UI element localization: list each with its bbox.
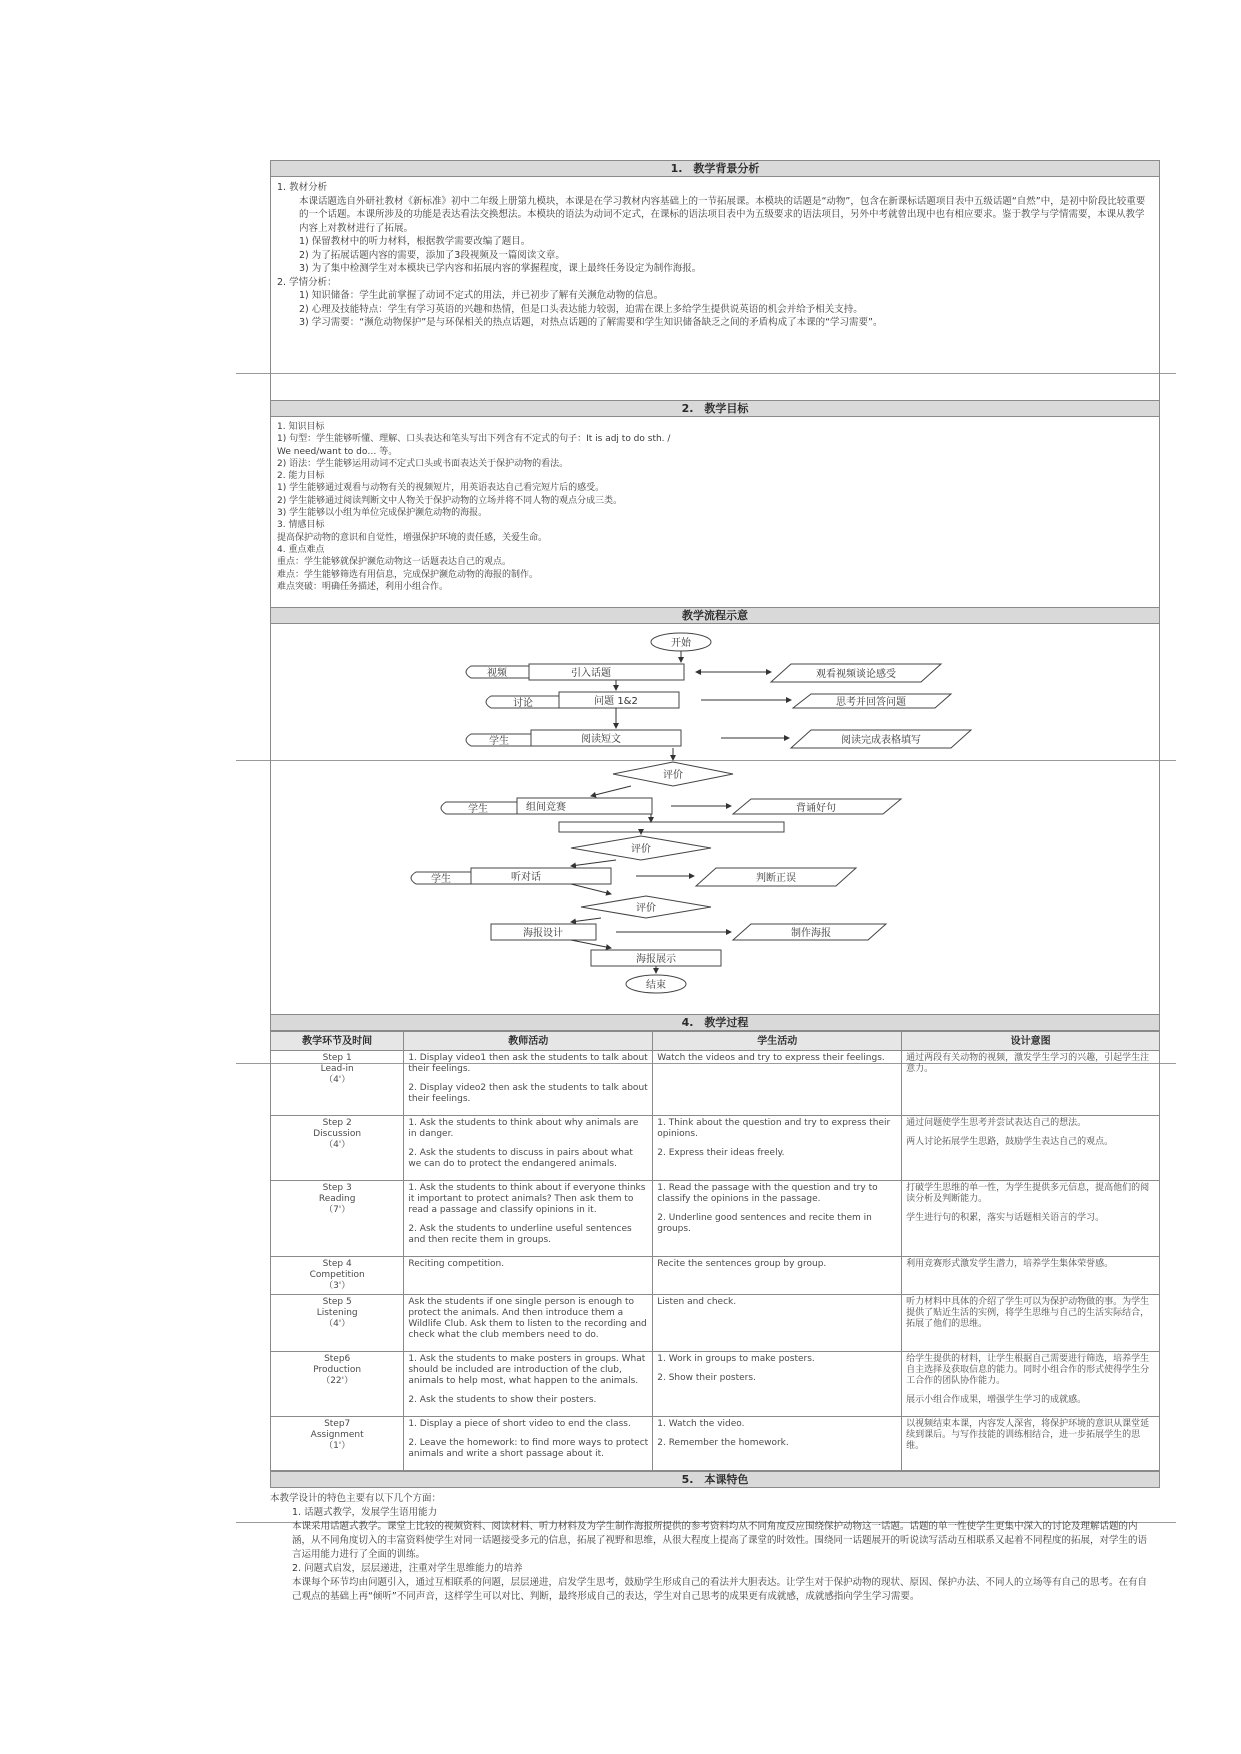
student-text: 2. Show their posters. bbox=[657, 1373, 756, 1383]
table-row bbox=[271, 1116, 1160, 1181]
student-text: Watch the videos and try to express their feelings. bbox=[657, 1053, 885, 1063]
goal-item: We need/want to do… 等。 bbox=[277, 446, 398, 457]
intent-text: 打破学生思维的单一性，为学生提供多元信息，提高他们的阅读分析及判断能力。 bbox=[906, 1183, 1150, 1204]
teacher-text: 1. Ask the students to make posters in groups. What should be included are introduction of the club, animals to help most, what happen to the animals. bbox=[408, 1354, 646, 1386]
flowchart bbox=[270, 624, 1160, 1014]
list-item: 3) 为了集中检测学生对本模块已学内容和拓展内容的掌握程度，课上最终任务设定为制作海报。 bbox=[299, 263, 702, 274]
student-cell bbox=[653, 1295, 902, 1352]
intent-text: 通过两段有关动物的视频，激发学生学习的兴趣，引起学生注意力。 bbox=[906, 1053, 1150, 1074]
teacher-text: 2. Leave the homework: to find more ways to protect animals and write a short passage about it. bbox=[408, 1438, 649, 1459]
intent-cell bbox=[902, 1051, 1160, 1116]
flowchart-svg bbox=[271, 624, 1159, 1014]
flow-recite-label: 组间竞赛 bbox=[526, 802, 566, 813]
goal-item: 提高保护动物的意识和自觉性，增强保护环境的责任感，关爱生命。 bbox=[277, 532, 548, 543]
table-row bbox=[271, 1257, 1160, 1295]
teaching-goals bbox=[270, 417, 1160, 607]
teacher-text: 1. Display video1 then ask the students to talk about their feelings. bbox=[408, 1053, 648, 1074]
flow-start-label: 开始 bbox=[671, 638, 691, 649]
intent-text: 听力材料中具体的介绍了学生可以为保护动物做的事。为学生提供了贴近生活的实例，将学生思维与自己的生活实际结合，拓展了他们的思维。 bbox=[906, 1297, 1150, 1329]
table-header: 学生活动 bbox=[653, 1032, 902, 1051]
table-row bbox=[271, 1181, 1160, 1257]
flow-lead-label: 引入话题 bbox=[571, 668, 611, 679]
section-heading-flowchart: 教学流程示意 bbox=[270, 607, 1160, 624]
goal-item: 重点：学生能够就保护濒危动物这一话题表达自己的观点。 bbox=[277, 557, 512, 568]
student-text: 2. Remember the homework. bbox=[657, 1438, 789, 1448]
student-text: 2. Underline good sentences and recite them in groups. bbox=[657, 1213, 872, 1234]
teacher-cell bbox=[404, 1352, 653, 1417]
teacher-text: Ask the students if one single person is enough to protect the animals. And then introduce them a Wildlife Club. Ask them to listen to the recording and check what the club members need to do. bbox=[408, 1297, 647, 1340]
goal-item: 1) 学生能够通过观看与动物有关的视频短片，用英语表达自己看完短片后的感受。 bbox=[277, 483, 605, 494]
paragraph: 本课话题选自外研社教材《新标准》初中二年级上册第九模块，本课是在学习教材内容基础上的一节拓展课。本模块的话题是“动物”，包含在新课标话题项目表中五级话题“自然”中，是初中阶段比较重要的一个话题。本课所涉及的功能是表达看法交换想法。本模块的语法为动词不定式，在课标的语法项目表中为五级要求的语法项目，另外中考就曾出现中也有相应要求。鉴于教学与学情需要，本课从教学内容上对教材进行了拓展。 bbox=[299, 195, 1146, 234]
table-row bbox=[271, 1417, 1160, 1471]
intent-cell bbox=[902, 1295, 1160, 1352]
teacher-text: 1. Ask the students to think about if everyone thinks it important to protect animals? Then ask them to read a passage and classify opinions in it. bbox=[408, 1183, 646, 1215]
list-item: 1) 知识储备：学生此前掌握了动词不定式的用法，并已初步了解有关濒危动物的信息。 bbox=[299, 290, 664, 301]
table-row bbox=[271, 1051, 1160, 1116]
student-text: 1. Watch the video. bbox=[657, 1419, 745, 1429]
intent-cell bbox=[902, 1181, 1160, 1257]
flow-end-label: 结束 bbox=[646, 980, 666, 991]
intent-text: 学生进行句的积累，落实与话题相关语言的学习。 bbox=[906, 1213, 1105, 1223]
background-analysis bbox=[270, 177, 1160, 400]
teacher-cell bbox=[404, 1116, 653, 1181]
flow-student-label: 学生 bbox=[489, 736, 509, 747]
teacher-cell bbox=[404, 1257, 653, 1295]
list-item: 3) 学习需要：“濒危动物保护”是与环保相关的热点话题，对热点话题的了解需要和学生知识储备缺乏之间的矛盾构成了本课的“学习需要”。 bbox=[299, 317, 883, 328]
section-heading-background: 1. 教学背景分析 bbox=[270, 160, 1160, 177]
flow-show-label: 海报展示 bbox=[636, 954, 676, 965]
flow-listen-label: 听对话 bbox=[511, 872, 541, 883]
intent-cell bbox=[902, 1352, 1160, 1417]
step-cell: Step7 Assignment （1'） bbox=[271, 1417, 404, 1471]
flow-classify-label: 阅读完成表格填写 bbox=[841, 735, 921, 746]
teacher-text: 1. Ask the students to think about why animals are in danger. bbox=[408, 1118, 639, 1139]
heading-students: 2. 学情分析： bbox=[277, 276, 337, 288]
table-header-row bbox=[271, 1032, 1160, 1051]
section-heading-goals: 2. 教学目标 bbox=[270, 400, 1160, 417]
goal-heading: 1. 知识目标 bbox=[277, 422, 325, 432]
flow-listen-node bbox=[471, 868, 611, 884]
heading-textbook: 1. 教材分析 bbox=[277, 182, 328, 193]
flow-watch-label: 观看视频谈论感受 bbox=[816, 669, 896, 680]
goal-item: 1) 句型：学生能够听懂、理解、口头表达和笔头写出下列含有不定式的句子：It is adj to do sth. / bbox=[277, 434, 671, 445]
lesson-plan-document bbox=[270, 160, 1160, 1608]
flow-good-label: 背诵好句 bbox=[796, 803, 836, 814]
student-text: 1. Think about the question and try to express their opinions. bbox=[657, 1118, 891, 1139]
goal-heading: 3. 情感目标 bbox=[277, 520, 325, 531]
teacher-text: 2. Ask the students to underline useful sentences and then recite them in groups. bbox=[408, 1224, 632, 1245]
student-text: Listen and check. bbox=[657, 1297, 737, 1307]
intent-cell bbox=[902, 1116, 1160, 1181]
student-text: 1. Read the passage with the question and try to classify the opinions in the passage. bbox=[657, 1183, 878, 1204]
paragraph: 本教学设计的特色主要有以下几个方面： bbox=[270, 1493, 442, 1504]
teacher-text: 1. Display a piece of short video to end the class. bbox=[408, 1419, 631, 1429]
step-cell: Step 4 Competition （3'） bbox=[271, 1257, 404, 1295]
list-item: 1) 保留教材中的听力材料，根据教学需要改编了题目。 bbox=[299, 236, 531, 247]
goal-item: 2) 学生能够通过阅读判断文中人物关于保护动物的立场并将不同人物的观点分成三类。 bbox=[277, 495, 623, 506]
flow-student2-label: 学生 bbox=[468, 804, 488, 815]
intent-text: 展示小组合作成果，增强学生学习的成就感。 bbox=[906, 1395, 1087, 1405]
flow-student3-label: 学生 bbox=[431, 874, 451, 885]
step-cell: Step 2 Discussion （4'） bbox=[271, 1116, 404, 1181]
feature-heading: 2. 问题式启发，层层递进，注重对学生思维能力的培养 bbox=[292, 1563, 523, 1574]
student-text: Recite the sentences group by group. bbox=[657, 1259, 827, 1269]
intent-text: 给学生提供的材料，让学生根据自己需要进行筛选，培养学生自主选择及获取信息的能力。同时小组合作的形式使得学生分工合作的团队协作能力。 bbox=[906, 1354, 1150, 1386]
intent-cell bbox=[902, 1257, 1160, 1295]
table-row bbox=[271, 1352, 1160, 1417]
intent-cell bbox=[902, 1417, 1160, 1471]
flow-video-label: 视频 bbox=[487, 668, 507, 679]
student-text: 2. Express their ideas freely. bbox=[657, 1148, 785, 1158]
feature-heading: 1. 话题式教学，发展学生语用能力 bbox=[292, 1507, 438, 1518]
step-cell: Step 5 Listening （4'） bbox=[271, 1295, 404, 1352]
flow-poster-label: 海报设计 bbox=[523, 928, 563, 939]
flow-review-label: 评价 bbox=[663, 770, 683, 781]
teacher-text: 2. Display video2 then ask the students to talk about their feelings. bbox=[408, 1083, 648, 1104]
student-cell bbox=[653, 1051, 902, 1116]
teacher-text: 2. Ask the students to show their posters. bbox=[408, 1395, 597, 1405]
flow-review3-label: 评价 bbox=[636, 903, 656, 914]
table-header: 设计意图 bbox=[902, 1032, 1160, 1051]
goal-heading: 2. 能力目标 bbox=[277, 471, 325, 482]
table-header: 教师活动 bbox=[404, 1032, 653, 1051]
student-cell bbox=[653, 1181, 902, 1257]
list-item: 2) 心理及技能特点：学生有学习英语的兴趣和热情，但是口头表达能力较弱，迫需在课上多给学生提供说英语的机会并给予相关支持。 bbox=[299, 303, 863, 315]
intent-text: 通过问题使学生思考并尝试表达自己的想法。 bbox=[906, 1118, 1087, 1128]
goal-item: 难点：学生能够筛选有用信息，完成保护濒危动物的海报的制作。 bbox=[277, 569, 539, 580]
table-row bbox=[271, 1295, 1160, 1352]
flow-connector-box bbox=[559, 822, 784, 832]
student-cell bbox=[653, 1257, 902, 1295]
teacher-cell bbox=[404, 1295, 653, 1352]
flow-reading-label: 阅读短文 bbox=[581, 734, 621, 745]
teacher-cell bbox=[404, 1051, 653, 1116]
intent-text: 以视频结束本课，内容发人深省，将保护环境的意识从课堂延续到课后。与写作技能的训练相结合，进一步拓展学生的思维。 bbox=[906, 1419, 1150, 1451]
student-text: 1. Work in groups to make posters. bbox=[657, 1354, 815, 1364]
section-heading-process: 4. 教学过程 bbox=[270, 1014, 1160, 1031]
flow-judge-label: 判断正误 bbox=[756, 873, 796, 884]
goal-item: 3) 学生能够以小组为单位完成保护濒危动物的海报。 bbox=[277, 508, 488, 519]
section-heading-features: 5. 本课特色 bbox=[270, 1471, 1160, 1488]
student-cell bbox=[653, 1116, 902, 1181]
student-cell bbox=[653, 1352, 902, 1417]
goal-heading: 4. 重点难点 bbox=[277, 544, 325, 555]
goal-item: 难点突破：明确任务描述，利用小组合作。 bbox=[277, 581, 449, 592]
teacher-cell bbox=[404, 1417, 653, 1471]
flow-q-label: 讨论 bbox=[513, 698, 533, 709]
goal-item: 2) 语法：学生能够运用动词不定式口头或书面表达关于保护动物的看法。 bbox=[277, 458, 569, 469]
paragraph: 本课采用话题式教学。课堂上比较的视频资料、阅读材料、听力材料及为学生制作海报所提供的参考资料均从不同角度反应围绕保护动物这一话题。话题的单一性使学生更集中深入的讨论及理解话题的内涵，从不同角度切入的丰富资料使学生对同一话题接受多元的信息，拓展了视野和思维，从很大程度上提高了课堂的时效性。围绕同一话题展开的听说读写活动互相联系又起着不同程度的拓展，对学生的语言运用能力进行了全面的训练。 bbox=[292, 1521, 1148, 1560]
step-cell: Step6 Production （22'） bbox=[271, 1352, 404, 1417]
flow-review2-label: 评价 bbox=[631, 844, 651, 855]
lesson-features bbox=[270, 1488, 1160, 1608]
step-cell: Step 3 Reading （7'） bbox=[271, 1181, 404, 1257]
student-cell bbox=[653, 1417, 902, 1471]
intent-text: 利用竞赛形式激发学生潜力，培养学生集体荣誉感。 bbox=[906, 1259, 1114, 1269]
flow-make-label: 制作海报 bbox=[791, 928, 831, 939]
teacher-text: Reciting competition. bbox=[408, 1259, 505, 1269]
step-cell: Step 1 Lead-in （4'） bbox=[271, 1051, 404, 1116]
teacher-cell bbox=[404, 1181, 653, 1257]
intent-text: 两人讨论拓展学生思路，鼓励学生表达自己的观点。 bbox=[906, 1137, 1114, 1147]
flow-questions-label: 问题 1&2 bbox=[594, 696, 638, 707]
list-item: 2) 为了拓展话题内容的需要，添加了3段视频及一篇阅读文章。 bbox=[299, 249, 565, 261]
flow-think-label: 思考并回答问题 bbox=[836, 697, 906, 708]
teaching-process-table bbox=[270, 1031, 1160, 1471]
teacher-text: 2. Ask the students to discuss in pairs about what we can do to protect the endangered animals. bbox=[408, 1148, 633, 1169]
table-header: 教学环节及时间 bbox=[271, 1032, 404, 1051]
paragraph: 本课每个环节均由问题引入，通过互相联系的问题，层层递进，启发学生思考，鼓励学生形成自己的看法并大胆表达。让学生对于保护动物的现状、原因、保护办法、不同人的立场等有自己的思考。在有自己观点的基础上再“倾听”不同声音，这样学生可以对比、判断，最终形成自己的表达，学生对自己思考的成果更有成就感，成就感指向学生学习需要。 bbox=[292, 1577, 1148, 1602]
